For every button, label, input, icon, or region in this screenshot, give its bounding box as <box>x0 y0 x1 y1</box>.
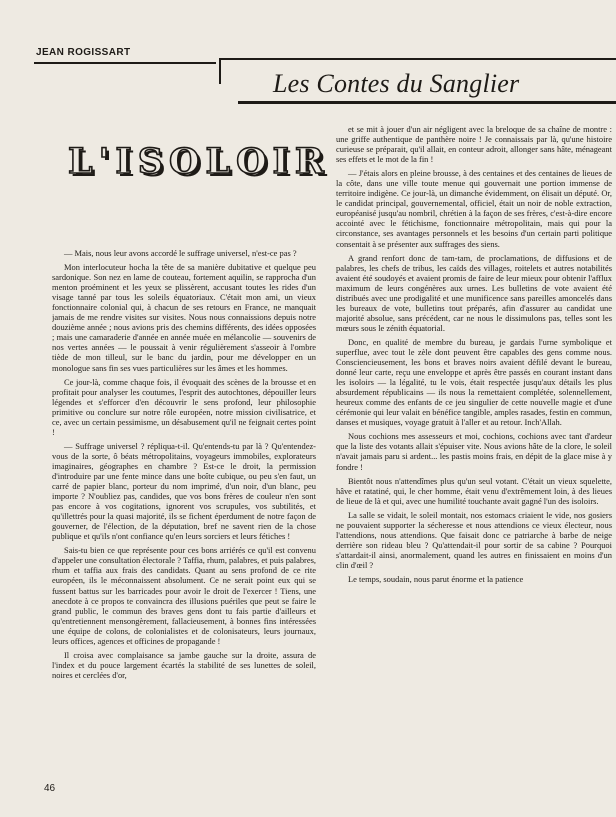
paragraph: Ce jour-là, comme chaque fois, il évoquait des scènes de la brousse et en profitait pour analyser les coutumes, l'esprit des autochtones, dépouiller leurs légendes et s'efforcer d'en découvrir le sens profond, leur philosophie primitive ou conclure sur notre rôle européen, notre mission civilisatrice, et ce, avec un certain pessimisme, un désabusement qu'il ne feignait certes point ! <box>52 376 316 437</box>
paragraph: Donc, en qualité de membre du bureau, je gardais l'urne symbolique et superflue, avec tout le zèle dont peuvent être capables des gens comme nous. Consciencieusement, les bons et braves noirs avaient défilé devant le bureau, donné leur carte, reçu une enveloppe et après être passés en courant instant dans les isoloirs — la légalité, tu le vois, était respectée jusqu'aux détails les plus absurdement républicains — ils nous la remettaient complétée, solennellement, heureux comme des enfants de ce jeu singulier de cette nouvelle magie et d'une cérémonie qui leur valait en bénéfice tangible, amples rasades, festin en commun, danses et musiques, voyage gratuit à l'aller et au retour. Inch'Allah. <box>336 336 612 428</box>
right-column <box>336 124 612 776</box>
series-underline <box>238 101 616 104</box>
header-rule <box>34 62 216 64</box>
paragraph: Le temps, soudain, nous parut énorme et la patience <box>348 573 524 584</box>
paragraph: Mon interlocuteur hocha la tête de sa manière dubitative et quelque peu sardonique. Son nez en lame de couteau, fortement aquilin, se rapprocha d'un menton proéminent et les yeux se plissèrent, accusant toutes les rides d'un visage tanné par tous les soleils équatoriaux. C'était mon ami, un vieux fonctionnaire colonial qui, à chacun de ses retours en France, ne manquait jamais de me rendre visites sur visites. Nous nous connaissions depuis notre douzième année ; nous avions pris des chemins différents, des idées opposées ; mais une camaraderie d'année en année muée en mélancolie — souvenirs de nos vertes années — le poussait à venir régulièrement s'asseoir à l'ombre tiède de mon tilleul, sur le banc du jardin, pour me développer en un monologue sans fin ses vues particulières sur les âmes et les hommes. <box>52 262 316 373</box>
paragraph: La salle se vidait, le soleil montait, nos estomacs criaient le vide, nos gosiers ne pouvaient supporter la sécheresse et nous attendions ce vieux électeur, nous l'attendions, nous attendions. Que faisait donc ce patriarche à barbe de neige derrière son rideau bleu ? Qu'attendait-il pour sortir de sa cabine ? Pourquoi s'attardait-il ainsi, anormalement, quand les autres en finissaient en moins d'un clin d'œil ? <box>336 509 612 570</box>
paragraph: Nous cochions mes assesseurs et moi, cochions, cochions avec tant d'ardeur que la liste des votants allait s'épuiser vite. Nous avions hâte de la clore, le soleil n'avait jamais paru si ardent... les pastis moins frais, en dépit de la glace mise à y fondre ! <box>336 431 612 472</box>
paragraph: Il croisa avec complaisance sa jambe gauche sur la droite, assura de l'index et du pouce largement écartés la stabilité de ses lunettes de soleil, noires et cerclées d'or, <box>52 649 316 680</box>
paragraph: A grand renfort donc de tam-tam, de proclamations, de diffusions et de palabres, les chefs de tribus, les caïds des villages, roitelets et autres notabilités avaient été soudoyés et avaient promis de faire de leur mieux pour obtenir l'afflux maximum de leurs congénères aux urnes. Les bulletins de vote avaient été distribués avec une prodigalité et une munificence sans pareilles amoncelés dans les bureaux de vote, bulletins tout préparés, afin d'assurer au candidat une majorité absolue, sans précédent, car ne nous le dissimulons pas, telles sont les mœurs sous le zénith équatorial. <box>336 252 612 333</box>
series-title: Les Contes du Sanglier <box>273 69 520 98</box>
author-name: JEAN ROGISSART <box>36 47 131 58</box>
page-number: 46 <box>44 783 56 794</box>
left-column <box>52 248 316 780</box>
paragraph: — J'étais alors en pleine brousse, à des centaines et des centaines de lieues de la côte, dans une ville toute menue qui gouvernait une portion immense de territoire indigène. Ce jour-là, un dimanche évidemment, on élisait un député. Or, le candidat principal, gouvernemental, officiel, était un noir de noble extraction, européanisé jusqu'au nombril, chrétien à la façon de ses frères, c'est-à-dire encore accointé avec le fétichisme, fonctionnaire métropolitain, mais qui pour la circonstance, ses avantages personnels et les besoins d'un certain parti politique consentait à se présenter aux suffrages des siens. <box>336 168 612 249</box>
paragraph: — Suffrage universel ? répliqua-t-il. Qu'entends-tu par là ? Qu'entendez-vous de la sorte, ô béats métropolitains, voyageurs immobiles, explorateurs imaginaires, géographes en chambre ? Est-ce le droit, la permission d'introduire par une fente mince dans une boîte cubique, ou peu s'en faut, un carré de papier blanc, porteur du nom imprimé, d'un noir, d'un blanc, peu importe ? N'oubliez pas, candides, que vos bons frères de couleur n'en sont pas encore à vos cogitations, ignorent vos scrupules, vos subtilités, et qu'illettrés pour la quasi majorité, ils se fichent éperdument de notre façon de gouverner, de l'élection, de la députation, bref ne savent rien de la chose publique et qu'ils n'ont confiance qu'en leurs sorciers et leurs fétiches ! <box>52 440 316 542</box>
paragraph: — Mais, nous leur avons accordé le suffrage universel, n'est-ce pas ? <box>64 248 297 258</box>
paragraph: et se mit à jouer d'un air négligent avec la breloque de sa chaîne de montre : une griffe authentique de panthère noire ! Je connaissais par là, qu'une histoire curieuse se préparait, qu'il allait, en conteur adroit, allonger sans hâte, ménageant ses effets et le mot de la fin ! <box>336 124 612 165</box>
paragraph: Sais-tu bien ce que représente pour ces bons arriérés ce qu'il est convenu d'appeler une consultation électorale ? Taffia, rhum, palabres, et puis palabres, rhum et taffia aux frais des candidats. Quant au sens profond de ce rite européen, ils le méconnaissent absolument. Ce ne serait point eux qui se fussent battus sur les barricades pour avoir le droit de l'exercer ! Tiens, une anecdote à ce propos te convaincra des illusions puériles que peut se faire le grand public, le commun des braves gens dont tu fais partie d'ailleurs et qu'entretiennent mensongèrement, fallacieusement, à bonnes fins intéressées une équipe de colons, de colonialistes et de colonisateurs, leurs journaux, leurs offices, agences et officines de propagande ! <box>52 545 316 646</box>
paragraph: Bientôt nous n'attendîmes plus qu'un seul votant. C'était un vieux squelette, hâve et ratatiné, qui, le cher homme, était venu d'extrêmement loin, à des lieues de lieue de là et qui, avec une humilité touchante avait gagné l'un des isoloirs. <box>336 475 612 506</box>
article-title: L'ISOLOIR <box>68 141 331 182</box>
